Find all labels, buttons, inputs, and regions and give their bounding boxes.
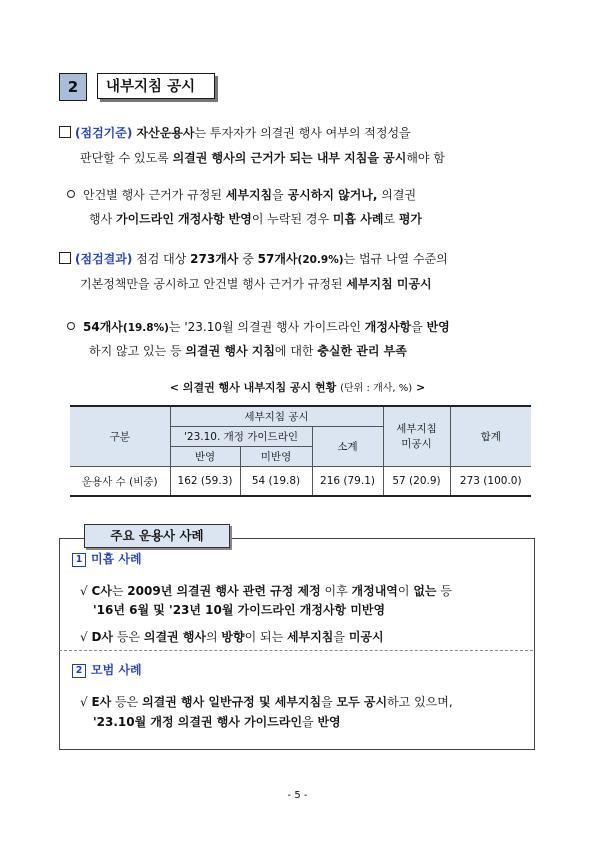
good-case-item1-line1: √ E사 등은 의결권 행사 일반규정 및 세부지침을 모두 공시하고 있으며, (80, 695, 453, 709)
check-icon: √ (80, 695, 92, 709)
cell-applied: 162 (59.3) (170, 467, 240, 497)
header-group: 구분 (70, 406, 170, 467)
circle-bullet-icon (67, 322, 75, 330)
bad-case-item1-line2: '16년 6월 및 '23년 10월 가이드라인 개정사항 미반영 (93, 603, 386, 617)
criteria-sub-line2: 행사 가이드라인 개정사항 반영이 누락된 경우 미흡 사례로 평가 (89, 212, 423, 226)
cases-title: 주요 운용사 사례 (84, 524, 230, 548)
bad-case-heading: 1 미흡 사례 (72, 550, 142, 567)
result-paragraph-line1: (점검결과) 점검 대상 273개사 중 57개사(20.9%)는 법규 나열 수준의 (59, 250, 448, 269)
result-paragraph-line2: 기본정책만을 공시하고 안건별 행사 근거가 규정된 세부지침 미공시 (80, 277, 432, 291)
cases-divider (59, 650, 533, 651)
result-sub-line1: 54개사(19.8%)는 '23.10월 의결권 행사 가이드라인 개정사항을 반영 (67, 318, 450, 337)
square-bullet-icon (59, 126, 71, 138)
cell-subtotal: 216 (79.1) (312, 467, 383, 497)
section-title: 내부지침 공시 (97, 73, 215, 99)
result-sub-line2: 하지 않고 있는 등 의결권 행사 지침에 대한 충실한 관리 부족 (89, 344, 407, 358)
table-row (70, 467, 531, 497)
criteria-sub-line1: 안건별 행사 근거가 규정된 세부지침을 공시하지 않거나, 의결권 (67, 186, 416, 204)
header-total: 합계 (450, 406, 531, 467)
header-not-applied: 미반영 (240, 447, 312, 467)
check-icon: √ (80, 584, 92, 598)
check-icon: √ (80, 630, 92, 644)
header-detail: 세부지침 공시 (170, 406, 383, 427)
header-subtotal: 소계 (312, 427, 383, 467)
good-case-heading: 2 모범 사례 (72, 661, 142, 678)
table-caption: < 의결권 행사 내부지침 공시 현황 (단위 : 개사, %) > (169, 381, 426, 394)
number-box-icon: 1 (72, 553, 86, 567)
square-bullet-icon (59, 252, 71, 264)
bad-case-item2: √ D사 등은 의결권 행사의 방향이 되는 세부지침을 미공시 (80, 630, 384, 644)
number-box-icon: 2 (72, 664, 86, 678)
page-number: - 5 - (287, 790, 308, 801)
cell-not-applied: 54 (19.8) (240, 467, 312, 497)
criteria-paragraph-line2: 판단할 수 있도록 의결권 행사의 근거가 되는 내부 지침을 공시해야 함 (80, 151, 445, 165)
cell-undisclosed: 57 (20.9) (383, 467, 450, 497)
bad-case-item1-line1: √ C사는 2009년 의결권 행사 관련 규정 제정 이후 개정내역이 없는 등 (80, 584, 452, 598)
criteria-paragraph-line1: (점검기준) 자산운용사는 투자자가 의결권 행사 여부의 적정성을 (59, 124, 411, 142)
cell-label: 운용사 수 (비중) (70, 467, 170, 497)
disclosure-status-table (70, 405, 531, 497)
header-applied: 반영 (170, 447, 240, 467)
header-undisclosed: 세부지침 미공시 (383, 406, 450, 467)
section-number: 2 (59, 73, 87, 101)
header-guideline: '23.10. 개정 가이드라인 (170, 427, 312, 447)
cell-total: 273 (100.0) (450, 467, 531, 497)
good-case-item1-line2: '23.10월 개정 의결권 행사 가이드라인을 반영 (93, 715, 341, 729)
circle-bullet-icon (67, 190, 75, 198)
